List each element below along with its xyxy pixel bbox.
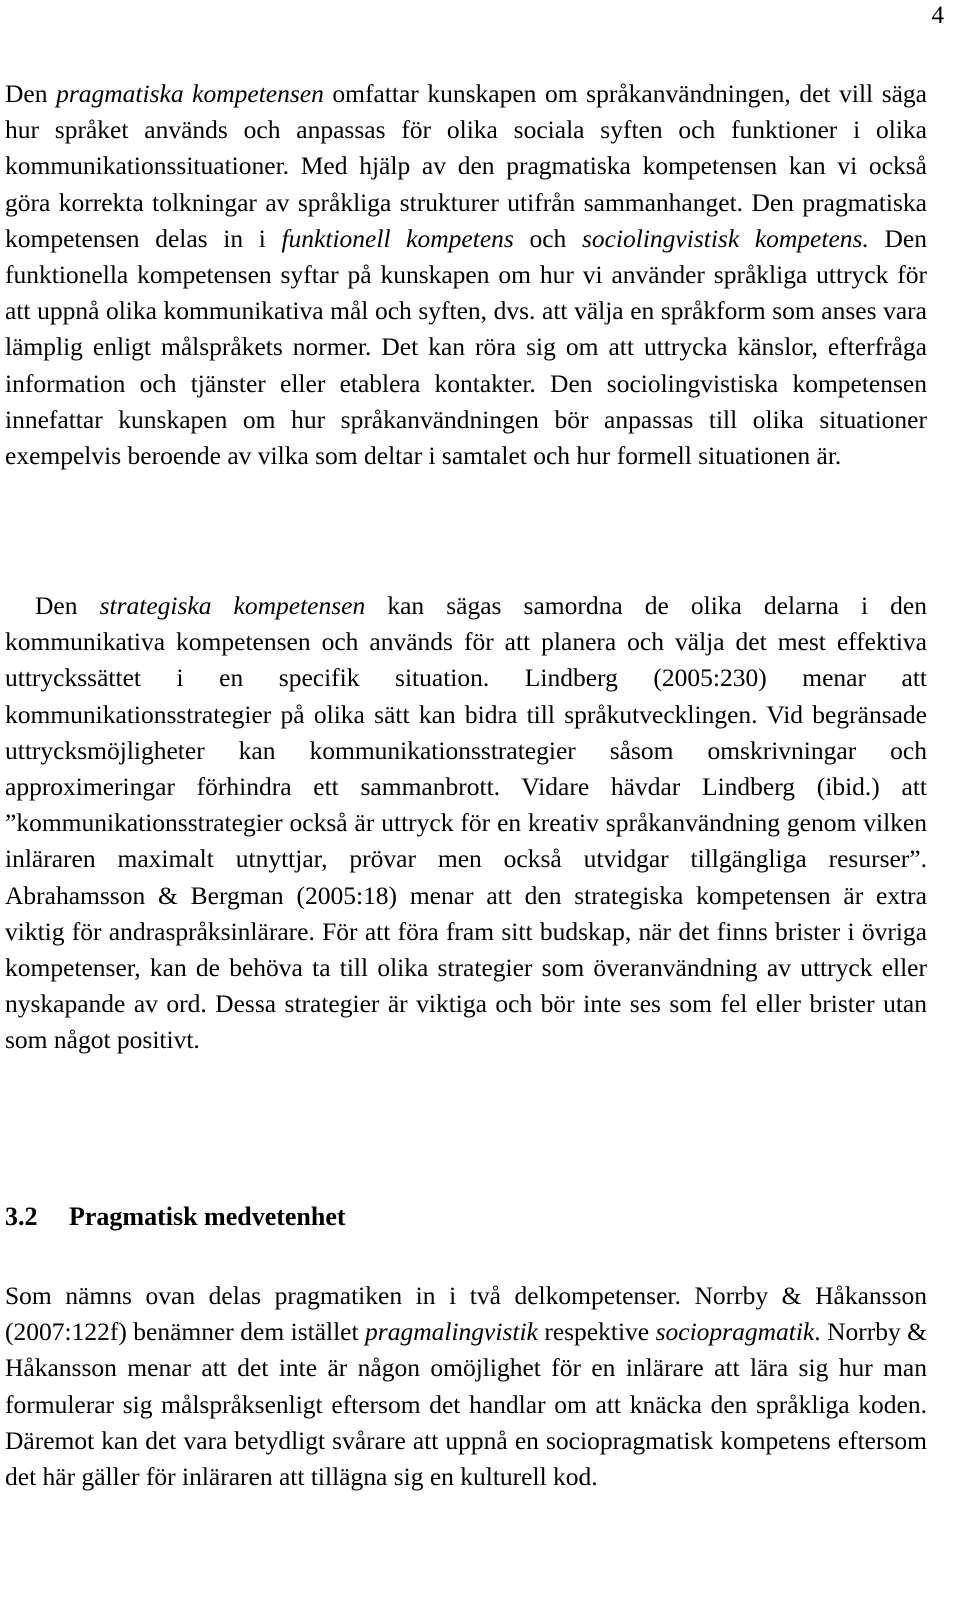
text-run: omfattar kunskapen om språkanvändningen, det vill säga hur språket används och anpassas för olika sociala syften och funktioner i olika kommunikationssituationer. Med hjälp av den pragmatiska kompetensen kan vi också göra korrekta tolkningar av språkliga strukturer utifrån sammanhanget. Den pragmatiska kompetensen delas in i xyxy=(5,79,927,253)
term-functional-competence: funktionell kompetens xyxy=(281,223,514,253)
paragraph-pragmatic-awareness xyxy=(5,1278,927,1495)
term-sociopragmatics: sociopragmatik xyxy=(655,1317,815,1347)
text-run: . Norrby & Håkansson menar att det inte är någon omöjlighet för en inlärare att lära sig hur man formulerar sig målspråksenligt eftersom det handlar om att knäcka den språkliga koden. Däremot kan det vara betydligt svårare att uppnå en sociopragmatisk kompetens eftersom det här gäller för inläraren att tillägna sig en kulturell kod. xyxy=(5,1317,927,1492)
section-title: Pragmatisk medvetenhet xyxy=(69,1202,346,1231)
term-sociolinguistic-competence: sociolingvistisk kompetens. xyxy=(581,223,869,253)
text-run: Som nämns ovan delas pragmatiken in i två delkompetenser. Norrby & Håkansson (2007:122f) benämner dem istället xyxy=(5,1281,927,1347)
paragraph-strategic-competence xyxy=(5,588,927,1059)
term-strategic-competence: strategiska kompetensen xyxy=(99,591,366,620)
text-run: Den xyxy=(5,79,57,108)
paragraph-pragmatic-competence xyxy=(5,76,927,474)
text-run: respektive xyxy=(537,1317,656,1347)
term-pragmatic-competence: pragmatiska kompetensen xyxy=(56,79,324,108)
text-run: Den xyxy=(35,591,100,620)
section-heading xyxy=(5,1202,346,1232)
section-number: 3.2 xyxy=(5,1202,38,1231)
text-run: kan sägas samordna de olika delarna i den kommunikativa kompetensen och används för att planera och välja det mest effektiva uttryckssättet i en specifik situation. Lindberg (2005:230) menar att kommunikationsstrategier på olika sätt kan bidra till språkutvecklingen. Vid begränsade uttrycksmöjligheter kan kommunikationsstrategier såsom omskrivningar och approximeringar förhindra ett sammanbrott. Vidare hävdar Lindberg (ibid.) att ”kommunikationsstrategier också är uttryck för en kreativ språkanvändning genom vilken inläraren maximalt utnyttjar, prövar men också utvidgar tillgängliga resurser”. Abrahamsson & Bergman (2005:18) menar att den strategiska kompetensen är extra viktig för andraspråksinlärare. För att föra fram sitt budskap, när det finns brister i övriga kompetenser, kan de behöva ta till olika strategier som överanvändning av uttryck eller nyskapande av ord. Dessa strategier är viktiga och bör inte ses som fel eller brister utan som något positivt. xyxy=(5,591,928,1055)
page-number: 4 xyxy=(931,2,944,29)
text-run: och xyxy=(513,223,582,253)
term-pragmalinguistics: pragmalingvistik xyxy=(365,1317,538,1347)
text-run: Den funktionella kompetensen syftar på kunskapen om hur vi använder språkliga uttryck för att uppnå olika kommunikativa mål och syften, dvs. att välja en språkform som anses vara lämplig enligt målspråkets normer. Det kan röra sig om att uttrycka känslor, efterfråga information och tjänster eller etablera kontakter. Den sociolingvistiska kompetensen innefattar kunskapen om hur språkanvändningen bör anpassas till olika situationer exempelvis beroende av vilka som deltar i samtalet och hur formell situationen är. xyxy=(5,223,927,471)
